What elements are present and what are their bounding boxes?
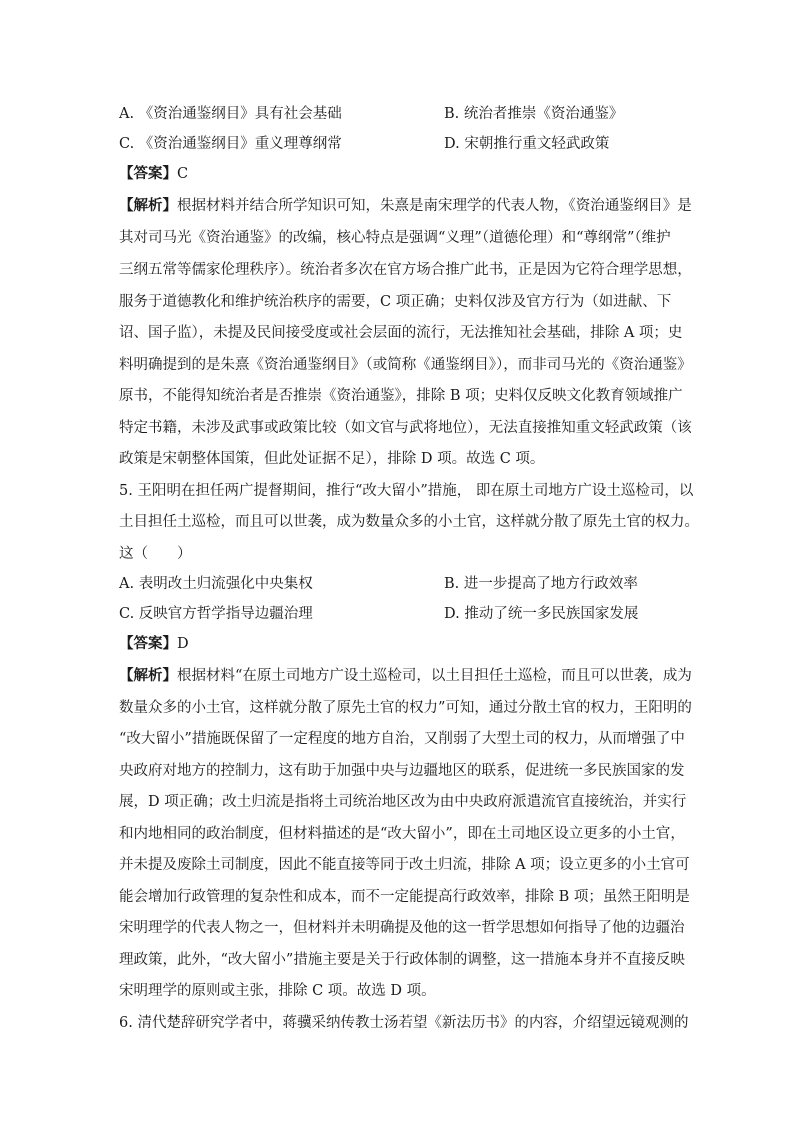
q4-analysis-line: 原书，不能得知统治者是否推崇《资治通鉴》，排除 B 项；史料仅反映文化教育领域推广: [119, 388, 683, 404]
q5-answer: [119, 634, 189, 654]
q5-analysis-line: 央政府对地方的控制力，这有助于加强中央与边疆地区的联系，促进统一多民族国家的发: [119, 763, 685, 779]
q5-analysis-line: 宋明理学的原则或主张，排除 C 项。故选 D 项。: [119, 983, 436, 999]
q4-option-c: C. 《资治通鉴纲目》重义理尊纲常: [119, 136, 342, 152]
q5-analysis-line: 理政策，此外，“改大留小”措施主要是关于行政体制的调整，这一措施本身并不直接反映: [119, 952, 685, 968]
q5-option-d: D. 推动了统一多民族国家发展: [444, 606, 639, 622]
answer-label: 【答案】: [119, 165, 177, 182]
answer-label: 【答案】: [119, 635, 177, 652]
q4-analysis-line: 其对司马光《资治通鉴》的改编，核心特点是强调“义理”（道德伦理）和“尊纲常”（维护: [119, 230, 671, 246]
q5-option-c: C. 反映官方哲学指导边疆治理: [119, 606, 313, 622]
q5-analysis-line: 和内地相同的政治制度，但材料描述的是“改大留小”，即在土司地区设立更多的小土官，: [119, 826, 685, 842]
q5-option-b: B. 进一步提高了地方行政效率: [444, 576, 638, 592]
q5-analysis-line: [119, 666, 692, 686]
q5-analysis-line: “改大留小”措施既保留了一定程度的地方自治，又削弱了大型土司的权力，从而增强了中: [119, 731, 685, 747]
q4-analysis-line: 特定书籍，未涉及武事或政策比较（如文官与武将地位），无法直接推知重文轻武政策（该: [119, 420, 692, 436]
q5-analysis-line: 能会增加行政管理的复杂性和成本，而不一定能提高行政效率，排除 B 项；虽然王阳明是: [119, 889, 690, 905]
answer-value: D: [177, 636, 189, 652]
answer-value: C: [177, 166, 189, 182]
q5-stem-line: 这（ ）: [119, 546, 192, 562]
q5-analysis-line: 并未提及废除土司制度，因此不能直接等同于改土归流，排除 A 项；设立更多的小土官可: [119, 857, 690, 873]
q4-option-d: D. 宋朝推行重文轻武政策: [444, 136, 610, 152]
analysis-text: 根据材料并结合所学知识可知，朱熹是南宋理学的代表人物，《资治通鉴纲目》是: [177, 198, 692, 214]
q4-analysis-line: 诏、国子监），未提及民间接受度或社会层面的流行，无法推知社会基础，排除 A 项；史: [119, 325, 683, 341]
analysis-label: 【解析】: [119, 667, 177, 684]
q6-stem-line: 6. 清代楚辞研究学者中，蒋骥采纳传教士汤若望《新法历书》的内容，介绍望远镜观测的: [119, 1015, 689, 1031]
q4-analysis-line: 三纲五常等儒家伦理秩序）。统治者多次在官方场合推广此书，正是因为它符合理学思想，: [119, 262, 692, 278]
q4-option-b: B. 统治者推崇《资治通鉴》: [444, 106, 624, 122]
analysis-text: 根据材料“在原土司地方广设土巡检司，以土目担任土巡检，而且可以世袭，成为: [177, 668, 692, 684]
q5-analysis-line: 数量众多的小土官，这样就分散了原先土官的权力”可知，通过分散土官的权力，王阳明的: [119, 700, 692, 716]
q5-analysis-line: 展，D 项正确；改土归流是指将土司统治地区改为由中央政府派遣流官直接统治，并实行: [119, 794, 687, 810]
q5-stem-line: 土目担任土巡检，而且可以世袭，成为数量众多的小土官，这样就分散了原先土官的权力。: [119, 514, 699, 530]
q4-analysis-line: 服务于道德教化和维护统治秩序的需要，C 项正确；史料仅涉及官方行为（如进献、下: [119, 294, 672, 310]
q4-answer: [119, 164, 188, 184]
analysis-label: 【解析】: [119, 197, 177, 214]
q5-stem-line: 5. 王阳明在担任两广提督期间，推行“改大留小”措施， 即在原土司地方广设土巡检司，以: [119, 483, 694, 499]
q4-analysis-line: [119, 196, 692, 216]
q4-analysis-line: 政策是宋朝整体国策，但此处证据不足），排除 D 项。故选 C 项。: [119, 451, 545, 467]
q5-option-a: A. 表明改土归流强化中央集权: [119, 576, 313, 592]
q5-analysis-line: 宋明理学的代表人物之一，但材料并未明确提及他的这一哲学思想如何指导了他的边疆治: [119, 920, 685, 936]
q4-option-a: A. 《资治通鉴纲目》具有社会基础: [119, 106, 342, 122]
q4-analysis-line: 料明确提到的是朱熹《资治通鉴纲目》（或简称《通鉴纲目》），而非司马光的《资治通鉴》: [119, 357, 692, 373]
